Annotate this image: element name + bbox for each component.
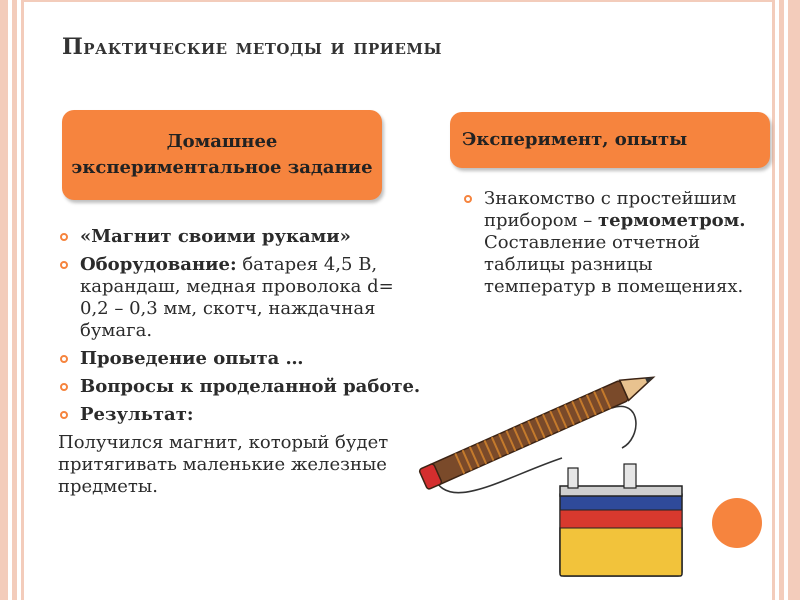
border-stripe [788, 0, 800, 600]
pencil-coil-battery-illustration [412, 368, 702, 580]
bullet-icon [60, 355, 68, 363]
item-text: батарея 4,5 В, карандаш, медная проволока d= 0,2 – 0,3 мм, скотч, наждачная бумага. [80, 254, 394, 341]
item-text: «Магнит своими руками» [80, 226, 351, 247]
wire [612, 406, 636, 448]
border-stripe [772, 0, 775, 600]
list-item [462, 188, 762, 298]
item-text: Результат: [80, 404, 194, 425]
bullet-icon [60, 383, 68, 391]
border-stripe [0, 0, 8, 600]
border-stripe [21, 0, 24, 600]
bullet-icon [464, 195, 472, 203]
decorative-circle [712, 498, 762, 548]
list-item [58, 226, 428, 248]
item-label: Оборудование: [80, 254, 237, 275]
home-task-box: Домашнее экспериментальное задание [62, 110, 382, 200]
experiment-box: Эксперимент, опыты [450, 112, 770, 168]
item-text: Проведение опыта … [80, 348, 304, 369]
item-emphasis: термометром. [598, 210, 746, 231]
item-text: Составление отчетной таблицы разницы температур в помещениях. [484, 232, 744, 297]
border-stripe [779, 0, 784, 600]
top-border [24, 0, 772, 2]
item-text: Вопросы к проделанной работе. [80, 376, 421, 397]
list-item [58, 254, 428, 342]
battery [560, 464, 682, 576]
border-stripe [12, 0, 17, 600]
slide-title: Практические методы и приемы [62, 34, 443, 60]
bullet-icon [60, 233, 68, 241]
list-item [58, 404, 428, 426]
list-item [58, 376, 428, 398]
bullet-icon [60, 261, 68, 269]
bullet-icon [60, 411, 68, 419]
result-text: Получился магнит, который будет притягивать маленькие железные предметы. [58, 432, 389, 497]
item-text: Знакомство с простейшим прибором – [484, 188, 737, 231]
pencil [419, 368, 658, 490]
right-bullet-list [462, 188, 762, 304]
left-bullet-list [58, 226, 428, 498]
list-item [58, 348, 428, 370]
